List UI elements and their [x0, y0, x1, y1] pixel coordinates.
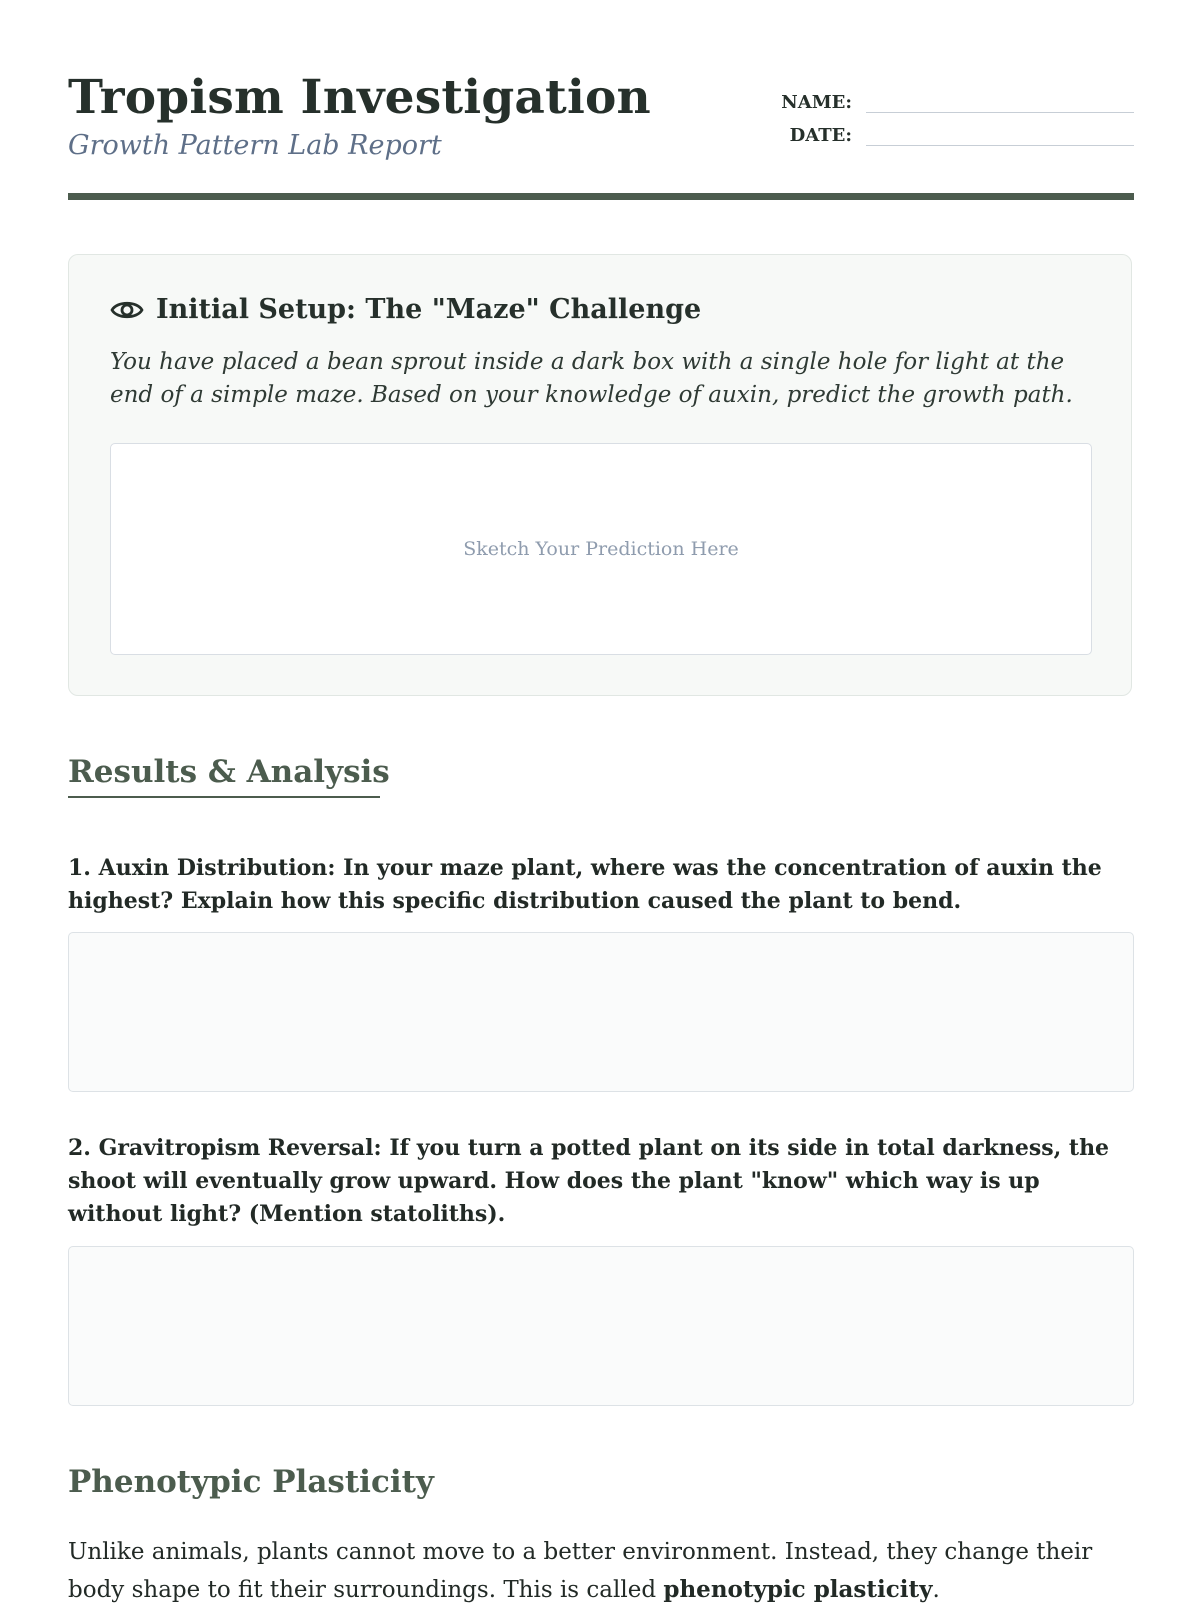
- answer-box-auxin-distribution[interactable]: [68, 932, 1134, 1092]
- results-analysis-heading: Results & Analysis: [68, 754, 390, 790]
- date-label: DATE:: [789, 125, 852, 146]
- student-info: [774, 84, 1134, 150]
- report-header: [68, 0, 1134, 200]
- sketch-prediction-area[interactable]: [110, 443, 1092, 655]
- phenotypic-plasticity-text: [68, 1533, 1134, 1609]
- phenotypic-plasticity-heading: Phenotypic Plasticity: [68, 1464, 434, 1500]
- header-divider: [68, 193, 1134, 200]
- setup-title: Initial Setup: The "Maze" Challenge: [156, 294, 702, 325]
- setup-description: You have placed a bean sprout inside a dark box with a single hole for light at the end of a simple maze. Based on your knowledge of auxin, predict the growth path.: [110, 349, 1073, 408]
- name-field[interactable]: [866, 112, 1134, 113]
- answer-box-gravitropism-reversal[interactable]: [68, 1246, 1134, 1406]
- name-label: NAME:: [781, 92, 852, 113]
- eye-icon: [110, 293, 144, 327]
- plasticity-text-after: .: [932, 1577, 940, 1603]
- sketch-placeholder: Sketch Your Prediction Here: [463, 538, 739, 560]
- plasticity-text-before: Unlike animals, plants cannot move to a better environment. Instead, they change their body shape to fit their surroundings. This is called: [68, 1539, 1093, 1603]
- results-heading-underline: [68, 796, 380, 798]
- date-row: [774, 117, 1134, 150]
- report-title: Tropism Investigation: [68, 70, 651, 125]
- question-auxin-distribution: 1. Auxin Distribution: In your maze plant, where was the concentration of auxin the highest? Explain how this specific distribution caused the plant to bend.: [68, 855, 1102, 914]
- date-field[interactable]: [866, 145, 1134, 146]
- lab-report-page: [68, 0, 1134, 1603]
- name-row: [774, 84, 1134, 117]
- question-gravitropism-reversal: 2. Gravitropism Reversal: If you turn a potted plant on its side in total darkness, the shoot will eventually grow upward. How does the plant "know" which way is up without light? (Mention statoliths).: [68, 1135, 1110, 1227]
- report-subtitle: Growth Pattern Lab Report: [68, 130, 442, 161]
- plasticity-term: phenotypic plasticity: [663, 1576, 933, 1603]
- setup-heading: [110, 292, 701, 328]
